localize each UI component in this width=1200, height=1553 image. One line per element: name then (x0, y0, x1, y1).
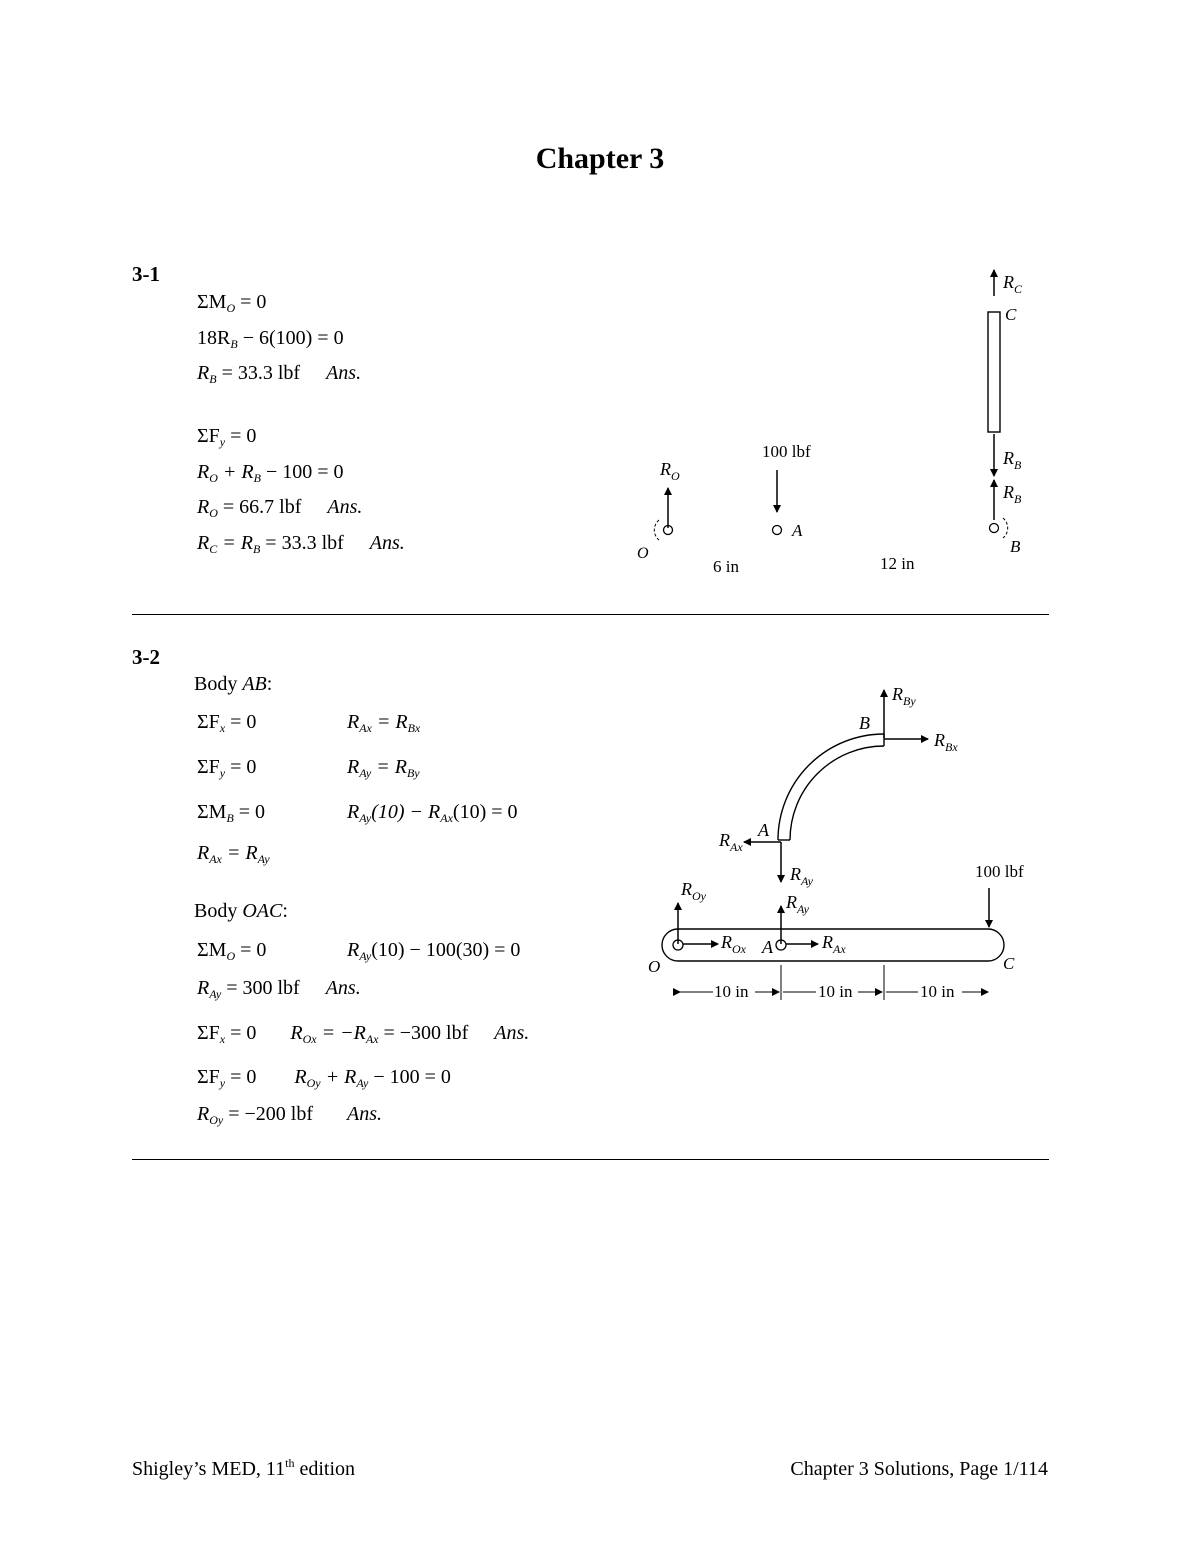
equation-oac-sum-fx: $\Sigma F_x = 0$ $R_{Ox} = -R_{Ax} = -300$ lbf Ans. (197, 1022, 530, 1046)
equation-oac-sum-fy: $\Sigma F_y = 0$ $R_{Oy} + R_{Ay} - 100 = 0$ (197, 1066, 451, 1090)
reaction-ray-down-label: $R_{Ay}$ (790, 864, 813, 888)
point-a-label: A (758, 820, 769, 840)
load-100-lbf-label: 100 lbf (975, 862, 1024, 881)
equation-rc-answer: $R_C = R_B = 33.3$ lbf Ans. (197, 532, 405, 556)
point-o-label: O (637, 545, 649, 562)
equation-ab-sum-fy: $\Sigma F_y = 0$ (197, 756, 257, 780)
dimension-10-in-2: 10 in (818, 982, 853, 1001)
reaction-rby-label: $R_{By}$ (892, 684, 916, 708)
footer-book-title: Shigley’s MED, 11th edition (132, 1456, 356, 1480)
reaction-ray-up-label: $R_{Ay}$ (786, 892, 809, 916)
problem-3-2-label: 3-2 (132, 645, 160, 669)
reaction-rc-label: $R_C$ (1003, 272, 1023, 296)
dimension-6-in: 6 in (713, 557, 739, 576)
equation-moment-balance: $18R_B - 6(100) = 0$ (197, 327, 344, 351)
problem-3-2-diagram (0, 640, 1200, 1020)
page-title: Chapter 3 (535, 142, 665, 175)
equation-sum-forces-y: $\Sigma F_y = 0$ (197, 425, 257, 449)
equation-moment-about-b: $R_{Ay}(10) - R_{Ax}(10) = 0$ (347, 801, 518, 825)
pin-o-support (654, 520, 659, 540)
problem-3-1-label: 3-1 (132, 262, 160, 286)
equation-moment-about-o: $R_{Ay}(10) - 100(30) = 0$ (347, 939, 521, 963)
reaction-rb-down-label: $R_B$ (1003, 448, 1022, 472)
rod-bc (988, 312, 1000, 432)
dimension-12-in: 12 in (880, 554, 915, 573)
equation-rb-answer: $R_B = 33.3$ lbf Ans. (197, 362, 362, 386)
point-a-marker (773, 526, 782, 535)
equation-ray-equals-rby: $R_{Ay} = R_{By}$ (347, 756, 420, 780)
equation-ray-answer: $R_{Ay} = 300$ lbf Ans. (197, 977, 361, 1001)
equation-oac-sum-mo: $\Sigma M_O = 0$ (197, 939, 267, 963)
reaction-rax-beam-label: $R_{Ax}$ (822, 932, 846, 956)
reaction-rox-label: $R_{Ox}$ (721, 932, 746, 956)
equation-sum-moments-o: $\Sigma M_O = 0$ (197, 291, 267, 315)
equation-roy-answer: $R_{Oy} = -200$ lbf Ans. (197, 1103, 382, 1127)
problem-3-1-diagram (0, 0, 1200, 620)
point-o-label: O (648, 957, 661, 976)
reaction-rax-label: $R_{Ax}$ (719, 830, 743, 854)
pin-b-support (1003, 518, 1008, 538)
reaction-rb-up-label: $R_B$ (1003, 482, 1022, 506)
reaction-ro-label: $R_O$ (660, 459, 680, 483)
load-100-lbf-label: 100 lbf (762, 442, 811, 461)
beam-point-a-label: A (762, 937, 773, 957)
equation-rax-equals-rbx: $R_{Ax} = R_{Bx}$ (347, 711, 421, 735)
curved-member-outer (778, 734, 884, 840)
equation-ab-sum-mb: $\Sigma M_B = 0$ (197, 801, 266, 825)
point-b-label: B (859, 713, 870, 733)
reaction-roy-label: $R_{Oy}$ (681, 879, 706, 903)
equation-rax-equals-ray: $R_{Ax} = R_{Ay}$ (197, 842, 270, 866)
footer-page-number: Chapter 3 Solutions, Page 1/114 (790, 1458, 1048, 1480)
point-c-label: C (1003, 954, 1015, 973)
curved-member-inner (790, 746, 884, 840)
equation-force-balance: $R_O + R_B - 100 = 0$ (197, 461, 344, 485)
pin-b (990, 524, 999, 533)
body-ab-heading: Body AB: (194, 673, 273, 695)
point-b-label: B (1010, 537, 1021, 556)
equation-ab-sum-fx: $\Sigma F_x = 0$ (197, 711, 257, 735)
dimension-10-in-3: 10 in (920, 982, 955, 1001)
point-a-label: A (792, 521, 803, 540)
section-divider-1 (132, 614, 1049, 615)
dimension-10-in-1: 10 in (714, 982, 749, 1001)
body-oac-heading: Body OAC: (194, 900, 288, 922)
equation-ro-answer: $R_O = 66.7$ lbf Ans. (197, 496, 363, 520)
point-c-label: C (1005, 305, 1017, 324)
section-divider-2 (132, 1159, 1049, 1160)
reaction-rbx-label: $R_{Bx}$ (934, 730, 958, 754)
